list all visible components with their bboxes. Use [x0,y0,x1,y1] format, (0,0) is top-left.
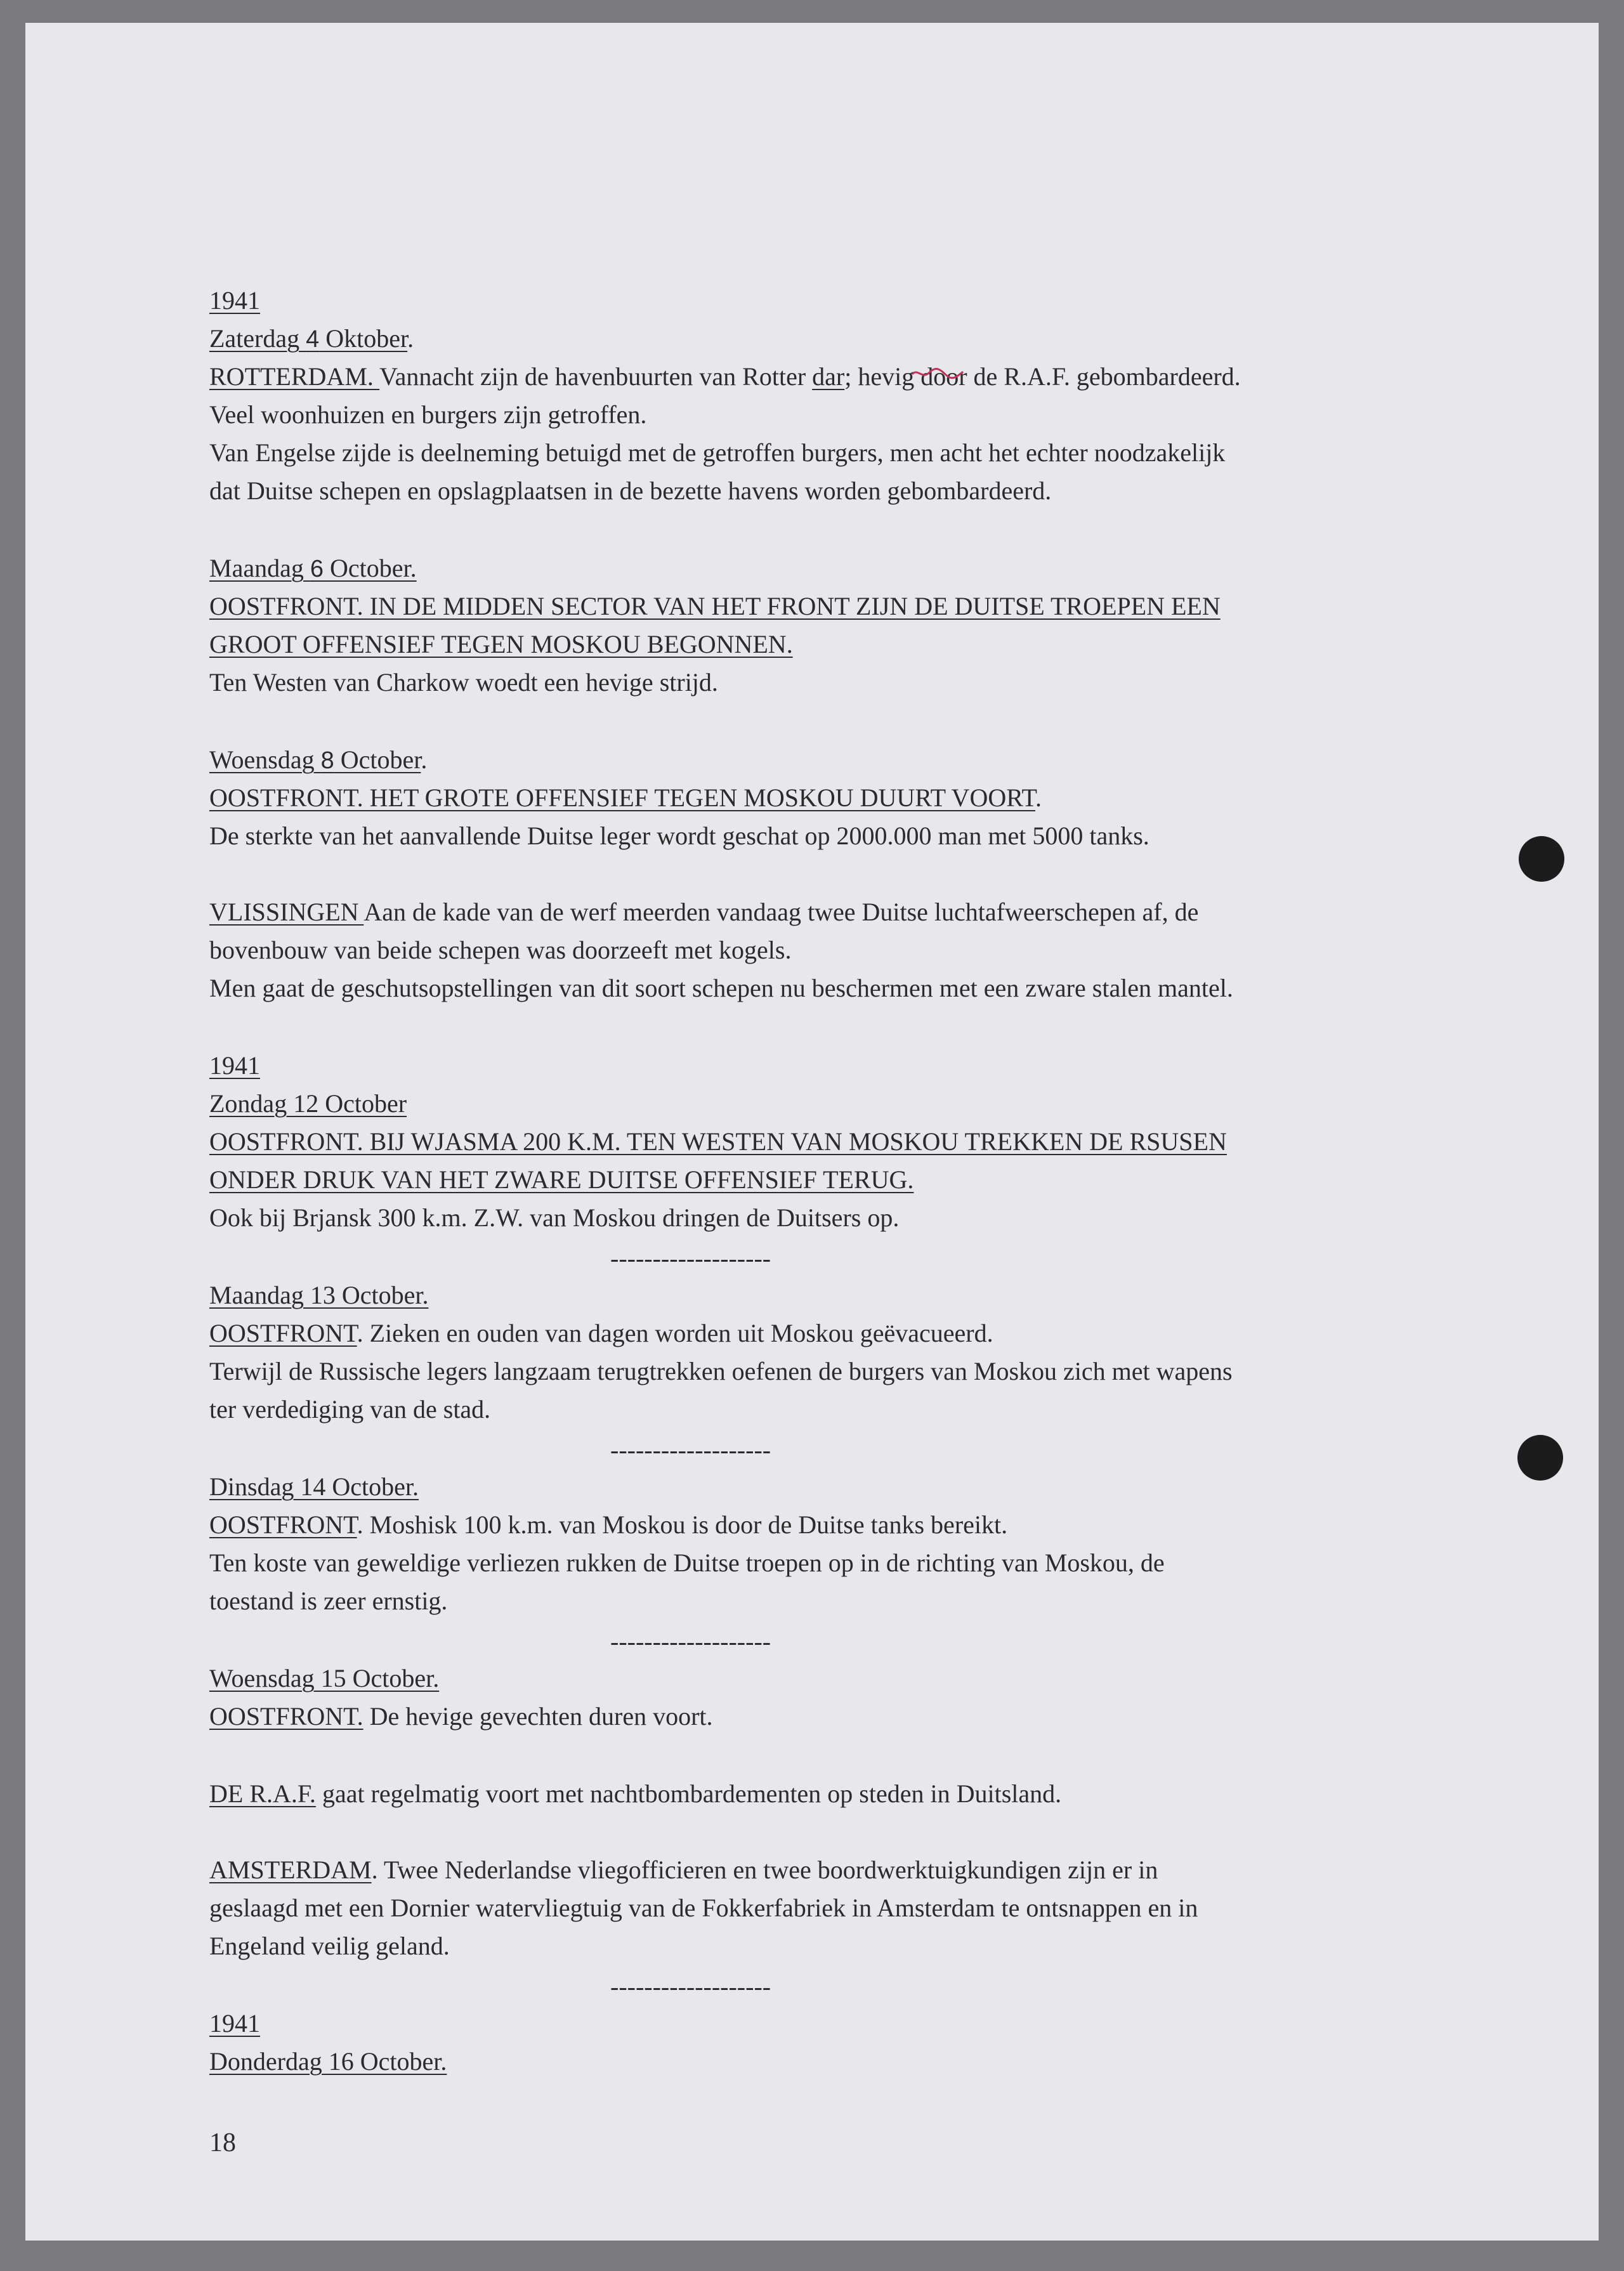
year-heading: 1941 [209,286,260,315]
entry-line: bovenbouw van beide schepen was doorzeeft met kogels. [209,936,792,964]
date-heading: Zaterdag 4 Oktober. [209,324,414,353]
separator: ------------------- [610,1972,771,2001]
entry-line: Men gaat de geschutsopstellingen van dit soort schepen nu beschermen met een zware stalen mantel. [209,974,1233,1002]
entry-line: Ten Westen van Charkow woedt een hevige strijd. [209,668,718,697]
document-page [25,23,1599,2241]
entry-line: OOSTFRONT. De hevige gevechten duren voort. [209,1702,713,1731]
punch-hole [1517,1435,1563,1481]
entry-line: Engeland veilig geland. [209,1932,450,1960]
year-heading: 1941 [209,2009,260,2038]
date-heading: Woensdag 15 October. [209,1664,440,1692]
place-heading: VLISSINGEN [209,898,364,926]
entry-line: toestand is zeer ernstig. [209,1587,448,1615]
headline: OOSTFRONT. HET GROTE OFFENSIEF TEGEN MOSKOU DUURT VOORT. [209,783,1042,812]
entry-line: DE R.A.F. gaat regelmatig voort met nachtbombardementen op steden in Duitsland. [209,1779,1062,1808]
entry-line: VLISSINGEN Aan de kade van de werf meerden vandaag twee Duitse luchtafweerschepen af, de [209,898,1199,926]
year-heading: 1941 [209,1051,260,1080]
headline: OOSTFRONT. BIJ WJASMA 200 K.M. TEN WESTEN VAN MOSKOU TREKKEN DE RSUSEN [209,1127,1227,1156]
entry-line: Ook bij Brjansk 300 k.m. Z.W. van Moskou dringen de Duitsers op. [209,1203,900,1232]
place-heading: ROTTERDAM. [209,362,380,391]
red-correction-mark [911,365,964,379]
entry-line: dat Duitse schepen en opslagplaatsen in de bezette havens worden gebombardeerd. [209,476,1052,505]
entry-line: geslaagd met een Dornier watervliegtuig van de Fokkerfabriek in Amsterdam te ontsnappen en in [209,1894,1198,1922]
date-heading: Donderdag 16 October. [209,2047,447,2076]
entry-line: ROTTERDAM. Vannacht zijn de havenbuurten van Rotter dar; hevig door de R.A.F. gebombardeerd. [209,362,1241,391]
separator: ------------------- [610,1436,771,1464]
headline: OOSTFRONT. IN DE MIDDEN SECTOR VAN HET FRONT ZIJN DE DUITSE TROEPEN EEN [209,592,1221,620]
date-heading: Zondag 12 October [209,1089,407,1118]
headline: GROOT OFFENSIEF TEGEN MOSKOU BEGONNEN. [209,630,793,658]
date-heading: Woensdag 8 October. [209,745,428,774]
entry-line: ter verdediging van de stad. [209,1395,491,1423]
entry-line: Veel woonhuizen en burgers zijn getroffen. [209,400,647,429]
date-heading: Dinsdag 14 October. [209,1472,419,1501]
separator: ------------------- [610,1627,771,1656]
entry-line: De sterkte van het aanvallende Duitse leger wordt geschat op 2000.000 man met 5000 tanks. [209,821,1149,850]
entry-line: Van Engelse zijde is deelneming betuigd met de getroffen burgers, men acht het echter noodzakelijk [209,438,1226,467]
page-number: 18 [209,2128,236,2157]
entry-line: Terwijl de Russische legers langzaam terugtrekken oefenen de burgers van Moskou zich met wapens [209,1357,1233,1385]
entry-line: AMSTERDAM. Twee Nederlandse vliegofficieren en twee boordwerktuigkundigen zijn er in [209,1855,1158,1884]
entry-line: OOSTFRONT. Moshisk 100 k.m. van Moskou is door de Duitse tanks bereikt. [209,1510,1008,1539]
punch-hole [1519,836,1564,882]
date-heading: Maandag 6 October. [209,554,417,582]
entry-line: Ten koste van geweldige verliezen rukken de Duitse troepen op in de richting van Moskou, de [209,1548,1165,1577]
entry-line: OOSTFRONT. Zieken en ouden van dagen worden uit Moskou geëvacueerd. [209,1319,993,1347]
headline: ONDER DRUK VAN HET ZWARE DUITSE OFFENSIEF TERUG. [209,1165,914,1194]
separator: ------------------- [610,1244,771,1273]
date-heading: Maandag 13 October. [209,1281,429,1309]
